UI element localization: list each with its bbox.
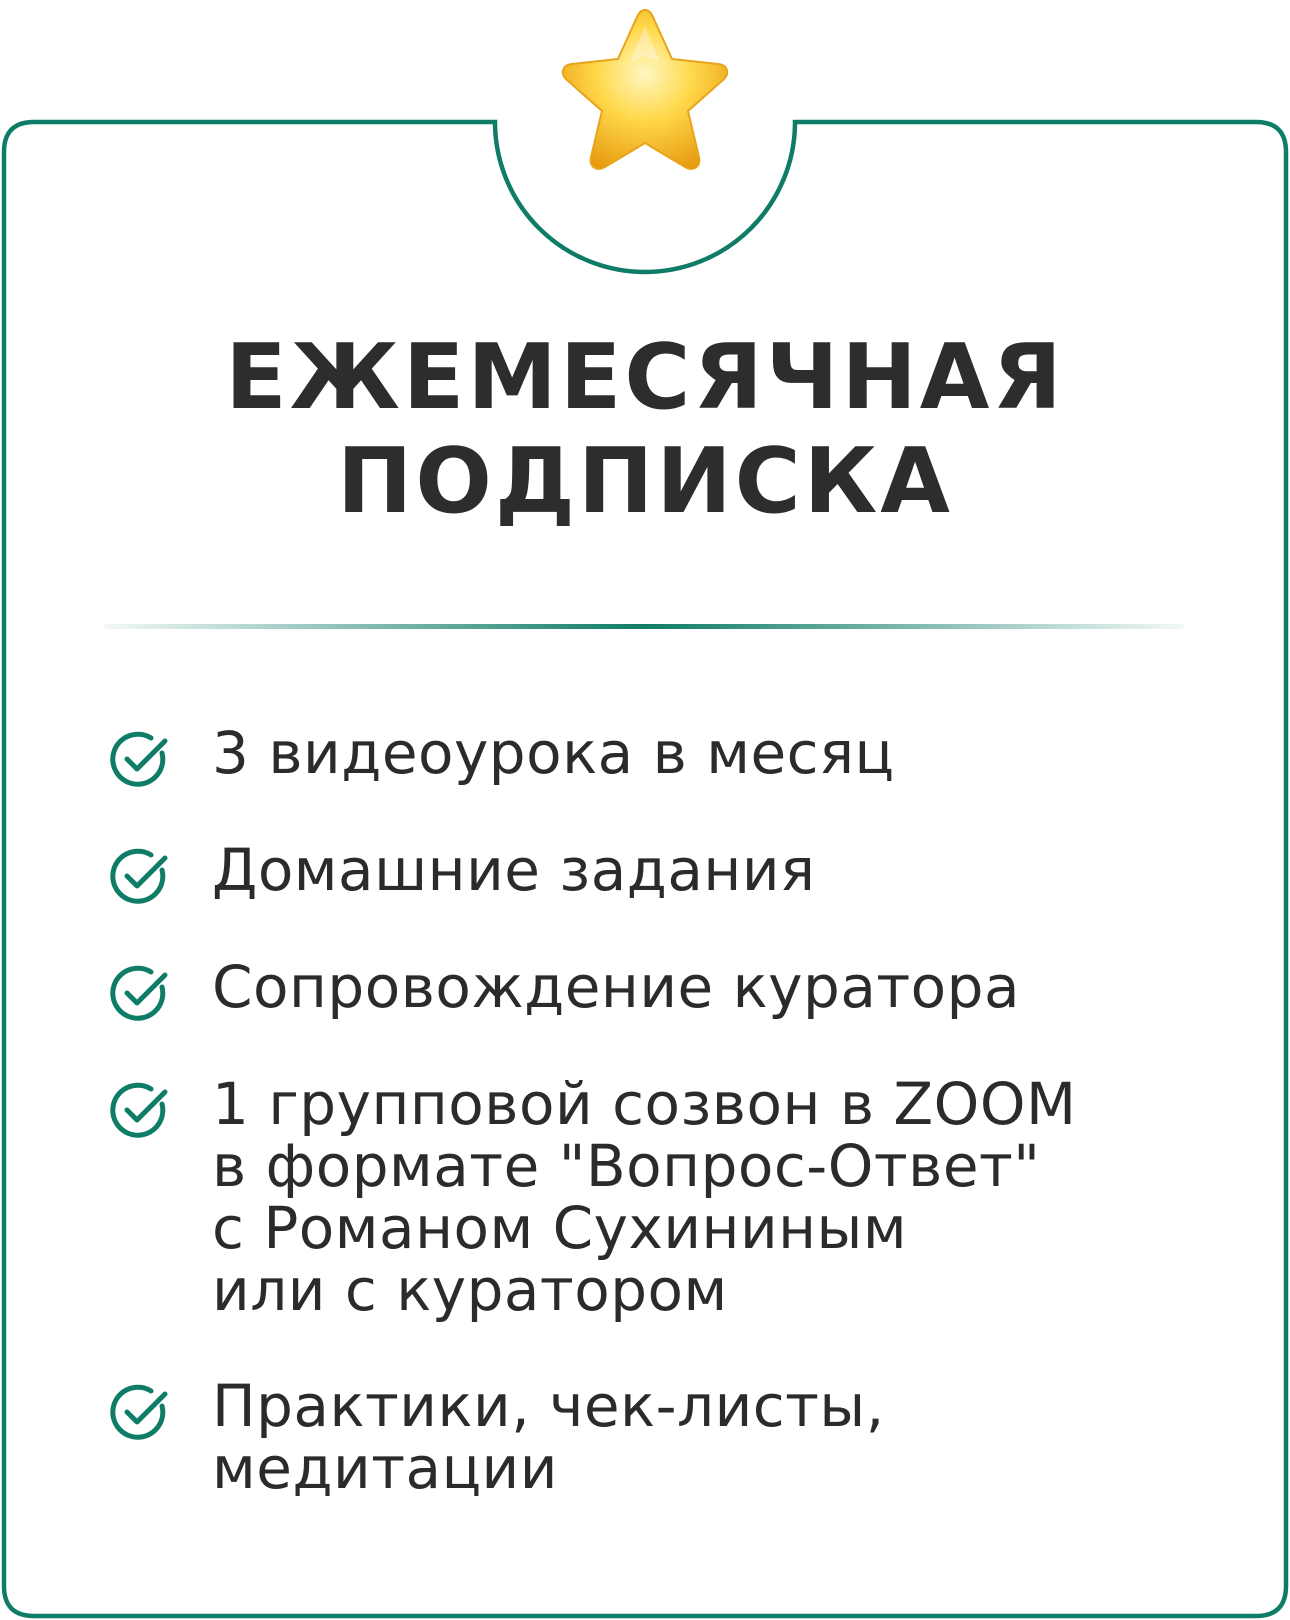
feature-text: 3 видеоурока в месяц bbox=[212, 719, 895, 787]
check-circle-icon bbox=[108, 729, 170, 791]
title-line-2: ПОДПИСКА bbox=[337, 429, 953, 534]
title-line-1: ЕЖЕМЕСЯЧНАЯ bbox=[225, 325, 1065, 430]
list-item bbox=[108, 953, 1198, 1025]
divider bbox=[104, 624, 1184, 629]
feature-text: Практики, чек-листы, медитации bbox=[212, 1372, 885, 1502]
feature-text: 1 групповой созвон в ZOOM в формате "Вопрос-Ответ" с Романом Сухининым или с куратором bbox=[212, 1070, 1077, 1324]
feature-text: Сопровождение куратора bbox=[212, 953, 1020, 1021]
feature-list bbox=[108, 719, 1198, 1547]
list-item bbox=[108, 1372, 1198, 1502]
feature-text: Домашние задания bbox=[212, 836, 816, 904]
list-item bbox=[108, 1070, 1198, 1324]
check-circle-icon bbox=[108, 846, 170, 908]
check-circle-icon bbox=[108, 963, 170, 1025]
page-title bbox=[0, 326, 1290, 534]
star-icon bbox=[552, 4, 738, 178]
check-circle-icon bbox=[108, 1080, 170, 1142]
list-item bbox=[108, 836, 1198, 908]
list-item bbox=[108, 719, 1198, 791]
check-circle-icon bbox=[108, 1382, 170, 1444]
